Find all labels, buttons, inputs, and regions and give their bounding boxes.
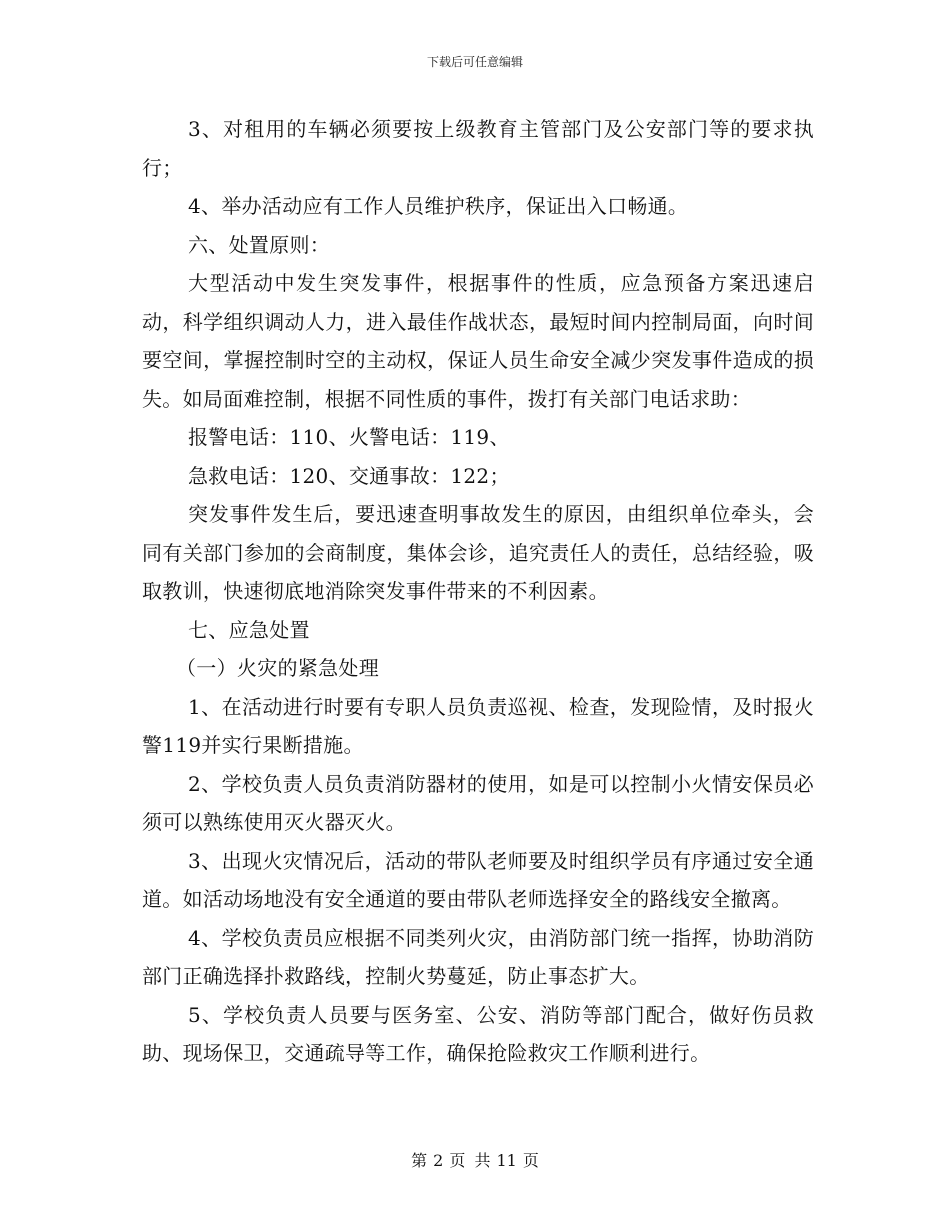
footer-prefix: 第 xyxy=(411,1151,428,1170)
paragraph-rental-vehicles: 3、对租用的车辆必须要按上级教育主管部门及公安部门等的要求执行； xyxy=(142,117,814,180)
section-heading-principles: 六、处置原则： xyxy=(188,232,331,257)
paragraph-coordination: 5、学校负责人员要与医务室、公安、消防等部门配合，做好伤员救助、现场保卫，交通疏导等工作，确保抢险救灾工作顺利进行。 xyxy=(142,1002,814,1065)
subsection-heading-fire: （一）火灾的紧急处理 xyxy=(176,656,379,680)
paragraph-order-maintenance: 4、举办活动应有工作人员维护秩序，保证出入口畅通。 xyxy=(188,194,689,218)
paragraph-evacuation: 3、出现火灾情况后，活动的带队老师要及时组织学员有序通过安全通道。如活动场地没有安全通道的要由带队老师选择安全的路线安全撤离。 xyxy=(142,848,814,911)
footer-page-number: 2 xyxy=(433,1151,444,1170)
document-body xyxy=(142,110,814,1073)
paragraph-fire-patrol: 1、在活动进行时要有专职人员负责巡视、检查，发现险情，及时报火警119并实行果断措施。 xyxy=(142,694,814,757)
paragraph-fire-command: 4、学校负责员应根据不同类列火灾，由消防部门统一指挥，协助消防部门正确选择扑救路线，控制火势蔓延，防止事态扩大。 xyxy=(142,925,814,988)
paragraph-fire-equipment: 2、学校负责人员负责消防器材的使用，如是可以控制小火情安保员必须可以熟练使用灭火器灭火。 xyxy=(142,771,814,834)
footer-total-pages: 11 xyxy=(496,1151,517,1170)
page-footer xyxy=(0,1150,950,1172)
paragraph-police-fire-numbers: 报警电话：110、火警电话：119、 xyxy=(188,425,510,449)
section-heading-emergency-response: 七、应急处置 xyxy=(188,617,310,642)
footer-suffix: 页 xyxy=(522,1151,539,1170)
paragraph-post-incident: 突发事件发生后，要迅速查明事故发生的原因，由组织单位牵头，会同有关部门参加的会商制度，集体会诊，追究责任人的责任，总结经验，吸取教训，快速彻底地消除突发事件带来的不利因素。 xyxy=(142,502,814,603)
page-header: 下载后可任意编辑 xyxy=(426,55,523,69)
paragraph-ambulance-traffic-numbers: 急救电话：120、交通事故：122； xyxy=(188,463,510,488)
footer-middle: 页 共 xyxy=(449,1151,491,1170)
paragraph-emergency-principles: 大型活动中发生突发事件，根据事件的性质，应急预备方案迅速启动，科学组织调动人力，进入最佳作战状态，最短时间内控制局面，向时间要空间，掌握控制时空的主动权，保证人员生命安全减少突发事件造成的损失。如局面难控制，根据不同性质的事件，拨打有关部门电话求助： xyxy=(142,271,814,411)
